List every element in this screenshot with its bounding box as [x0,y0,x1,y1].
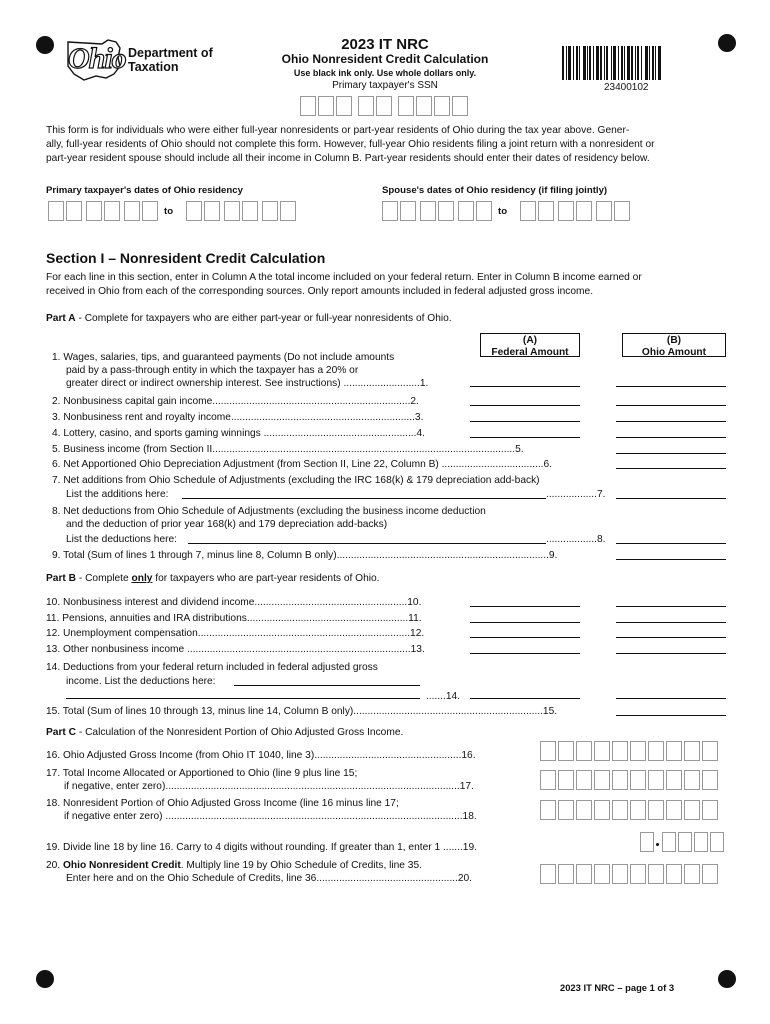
date-digit-box[interactable] [262,201,278,221]
column-b-header-line: Ohio Amount [641,347,707,358]
digit-box[interactable] [702,864,718,884]
line-6-column-b-input[interactable] [616,468,726,469]
date-digit-box[interactable] [242,201,258,221]
line-10-column-b-input[interactable] [616,606,726,607]
section-1-title: Section I – Nonresident Credit Calculation [46,250,326,266]
line-3-label: 3. Nonbusiness rent and royalty income.................................................................3. [52,412,424,423]
digit-box[interactable] [666,770,682,790]
line-8-label-cont: and the deduction of prior year 168(k) and 179 depreciation add-backs) [66,519,388,530]
digit-box[interactable] [648,770,664,790]
digit-box[interactable] [594,800,610,820]
section-1-intro-line: For each line in this section, enter in Column A the total income included on your federal return. Enter in Column B income earned or [46,272,642,283]
digit-box[interactable] [710,832,724,852]
date-digit-box[interactable] [382,201,398,221]
ohio-logo-word: Ohio [68,42,126,75]
digit-box[interactable] [576,800,592,820]
line-13-column-b-input[interactable] [616,653,726,654]
to-label: to [164,206,174,217]
line-3-column-a-input[interactable] [470,421,580,422]
digit-box[interactable] [558,770,574,790]
date-digit-box[interactable] [204,201,220,221]
digit-box[interactable] [630,770,646,790]
ink-note: Use black ink only. Use whole dollars only. [293,68,477,78]
line-text: 17. Total Income Allocated or Apportioned to Ohio (line 9 plus line 15; [46,768,358,779]
digit-box[interactable] [648,864,664,884]
digit-box[interactable] [666,864,682,884]
department-name [128,46,213,74]
digit-box[interactable] [594,741,610,761]
line-5-label: 5. Business income (from Section II...........................................................................................................5. [52,444,524,455]
line-15-label: 15. Total (Sum of lines 10 through 13, minus line 14, Column B only)...................................................................15. [46,706,558,717]
line-11-label: 11. Pensions, annuities and IRA distributions.........................................................11. [46,613,422,624]
part-b-heading [46,572,380,585]
line-9-label: 9. Total (Sum of lines 1 through 7, minus line 8, Column B only)...........................................................................9. [52,550,558,561]
digit-box[interactable] [702,800,718,820]
line-16-label: 16. Ohio Adjusted Gross Income (from Ohio IT 1040, line 3)....................................................16. [46,750,476,761]
ssn-digit-box[interactable] [300,96,316,116]
barcode [562,46,661,80]
line-11-column-b-input[interactable] [616,622,726,623]
digit-box[interactable] [684,741,700,761]
intro-line: ally, full-year residents of Ohio should not complete this form. However, full-year Ohio residents filing a joint return with a nonresident or [46,139,655,150]
line-20-bold: Ohio Nonresident Credit [63,860,181,871]
digit-box[interactable] [678,832,692,852]
part-b-only: only [131,573,153,584]
line-2-label: 2. Nonbusiness capital gain income......................................................................2. [52,396,419,407]
line-8-label: 8. Net deductions from Ohio Schedule of Adjustments (excluding the business income deduction [52,506,486,517]
part-b-text: for taxpayers who are part-year residents of Ohio. [152,573,380,584]
date-digit-box[interactable] [124,201,140,221]
line-text: 20. [46,860,63,871]
date-digit-box[interactable] [48,201,64,221]
line-14-label: 14. Deductions from your federal return included in federal adjusted gross [46,662,378,673]
barcode-number: 23400102 [604,82,649,93]
digit-box[interactable] [558,864,574,884]
department-line: Department of [128,46,213,60]
ssn-digit-box[interactable] [434,96,450,116]
line-text: paid by a pass-through entity in which the taxpayer has a 20% or [66,365,359,376]
digit-box[interactable] [540,800,556,820]
part-a-text: - Complete for taxpayers who are either part-year or full-year nonresidents of Ohio. [75,313,452,324]
digit-box[interactable] [594,864,610,884]
line-text: if negative, enter zero)........................................................................................................17. [64,781,474,792]
date-digit-box[interactable] [186,201,202,221]
form-subtitle: Ohio Nonresident Credit Calculation [281,52,489,66]
line-8-column-b-input[interactable] [616,543,726,544]
date-digit-box[interactable] [614,201,630,221]
line-7-column-b-input[interactable] [616,498,726,499]
ssn-digit-box[interactable] [376,96,392,116]
to-label: to [498,206,508,217]
digit-box[interactable] [576,741,592,761]
part-b-text: - Complete [76,573,132,584]
part-b-label: Part B [46,573,77,584]
line-13-column-a-input[interactable] [470,653,580,654]
line-14-list-label: income. List the deductions here: [66,676,216,687]
digit-box[interactable] [630,741,646,761]
spouse-residency-label: Spouse's dates of Ohio residency (if filing jointly) [382,185,608,196]
intro-line: part-year resident spouse should include all their income in Column B. Part-year residents should enter their dates of residency below. [46,153,650,164]
digit-box[interactable] [612,864,628,884]
date-digit-box[interactable] [520,201,536,221]
line-10-label: 10. Nonbusiness interest and dividend income......................................................10. [46,597,422,608]
line-1-column-b-input[interactable] [616,386,726,387]
digit-box[interactable] [576,864,592,884]
line-8-number: ..................8. [546,534,606,545]
digit-box[interactable] [666,800,682,820]
line-7-label: 7. Net additions from Ohio Schedule of Adjustments (excluding the IRC 168(k) & 179 depreciation add-back) [52,475,540,486]
part-c-heading [46,726,403,739]
digit-box[interactable] [702,741,718,761]
ohio-logo [62,38,128,82]
primary-residency-label: Primary taxpayer's dates of Ohio residency [46,185,243,196]
date-digit-box[interactable] [438,201,454,221]
registration-mark [36,970,54,988]
line-13-label: 13. Other nonbusiness income ...............................................................................13. [46,644,425,655]
date-digit-box[interactable] [224,201,240,221]
ssn-label: Primary taxpayer's SSN [332,80,438,91]
digit-box[interactable] [702,770,718,790]
page-footer: 2023 IT NRC – page 1 of 3 [560,982,675,993]
digit-box[interactable] [694,832,708,852]
digit-box[interactable] [662,832,676,852]
line-text: 1. Wages, salaries, tips, and guaranteed payments (Do not include amounts [52,352,395,363]
digit-box[interactable] [640,832,654,852]
digit-box[interactable] [612,800,628,820]
line-12-label: 12. Unemployment compensation...........................................................................12. [46,628,425,639]
department-line: Taxation [128,60,179,74]
ssn-digit-box[interactable] [358,96,374,116]
line-19-label: 19. Divide line 18 by line 16. Carry to 4 digits without rounding. If greater than 1, enter 1 .......19. [46,842,477,853]
line-7-additions-input[interactable] [182,498,546,499]
date-digit-box[interactable] [476,201,492,221]
registration-mark [718,970,736,988]
digit-box[interactable] [540,741,556,761]
digit-box[interactable] [684,864,700,884]
line-text: Enter here and on the Ohio Schedule of Credits, line 36..................................................20. [66,873,473,884]
part-c-text: - Calculation of the Nonresident Portion of Ohio Adjusted Gross Income. [76,727,404,738]
ssn-digit-box[interactable] [318,96,334,116]
line-3-column-b-input[interactable] [616,421,726,422]
digit-box[interactable] [594,770,610,790]
date-digit-box[interactable] [66,201,82,221]
digit-box[interactable] [540,864,556,884]
column-b-header [622,333,726,357]
line-4-label: 4. Lottery, casino, and sports gaming winnings ......................................................4. [52,428,425,439]
digit-box[interactable] [648,741,664,761]
intro-line: This form is for individuals who were either full-year nonresidents or part-year residents of Ohio during the tax year above. Gener- [46,125,630,136]
line-4-column-b-input[interactable] [616,437,726,438]
line-11-column-a-input[interactable] [470,622,580,623]
digit-box[interactable] [630,864,646,884]
date-digit-box[interactable] [558,201,574,221]
section-1-intro [46,271,736,299]
date-digit-box[interactable] [104,201,120,221]
registration-mark [36,36,54,54]
line-1-label [52,351,428,390]
line-14-deductions-input[interactable] [234,685,420,686]
line-2-column-b-input[interactable] [616,405,726,406]
date-digit-box[interactable] [400,201,416,221]
date-digit-box[interactable] [142,201,158,221]
column-a-header-line: Federal Amount [491,347,569,358]
line-1-column-a-input[interactable] [470,386,580,387]
digit-box[interactable] [684,800,700,820]
digit-box[interactable] [648,800,664,820]
ssn-digit-box[interactable] [416,96,432,116]
part-a-label: Part A [46,313,76,324]
line-4-column-a-input[interactable] [470,437,580,438]
column-a-header [480,333,580,357]
digit-box[interactable] [612,770,628,790]
line-9-column-b-input[interactable] [616,559,726,560]
intro-paragraph [46,124,736,166]
line-text: greater direct or indirect ownership interest. See instructions) ...........................1. [66,378,429,389]
date-digit-box[interactable] [576,201,592,221]
line-20-label [46,859,472,885]
digit-box[interactable] [666,741,682,761]
digit-box[interactable] [558,800,574,820]
line-14-number: .......14. [426,691,460,702]
form-title: 2023 IT NRC [341,36,429,53]
line-8-list-label: List the deductions here: [66,534,178,545]
column-b-header-line: (B) [666,335,682,346]
line-text: 18. Nonresident Portion of Ohio Adjusted Gross Income (line 16 minus line 17; [46,798,399,809]
line-17-label [46,767,474,793]
date-digit-box[interactable] [458,201,474,221]
line-6-label: 6. Net Apportioned Ohio Depreciation Adjustment (from Section II, Line 22, Column B) ....................................6. [52,459,552,470]
part-a-heading [46,312,452,325]
ssn-digit-box[interactable] [398,96,414,116]
line-8-deductions-input[interactable] [188,543,546,544]
digit-box[interactable] [684,770,700,790]
line-7-list-label: List the additions here: [66,489,169,500]
digit-box[interactable] [540,770,556,790]
ssn-digit-box[interactable] [336,96,352,116]
line-12-column-b-input[interactable] [616,637,726,638]
date-digit-box[interactable] [420,201,436,221]
line-5-column-b-input[interactable] [616,453,726,454]
date-digit-box[interactable] [538,201,554,221]
decimal-point [656,843,659,846]
digit-box[interactable] [630,800,646,820]
ssn-digit-box[interactable] [452,96,468,116]
line-2-column-a-input[interactable] [470,405,580,406]
line-7-number: ..................7. [546,489,606,500]
line-14-column-b-input[interactable] [616,698,726,699]
digit-box[interactable] [612,741,628,761]
digit-box[interactable] [576,770,592,790]
date-digit-box[interactable] [280,201,296,221]
digit-box[interactable] [558,741,574,761]
date-digit-box[interactable] [596,201,612,221]
line-15-column-b-input[interactable] [616,715,726,716]
line-text: . Multiply line 19 by Ohio Schedule of Credits, line 35. [180,860,422,871]
section-1-intro-line: received in Ohio from each of the corresponding sources. Only report amounts included in federal adjusted gross income. [46,286,594,297]
registration-mark [718,34,736,52]
line-18-label [46,797,477,823]
line-12-column-a-input[interactable] [470,637,580,638]
line-14-deductions-input-2[interactable] [66,698,420,699]
line-10-column-a-input[interactable] [470,606,580,607]
line-text: if negative enter zero) .........................................................................................................18. [64,811,477,822]
part-c-label: Part C [46,727,77,738]
line-14-column-a-input[interactable] [470,698,580,699]
column-a-header-line: (A) [522,335,538,346]
date-digit-box[interactable] [86,201,102,221]
